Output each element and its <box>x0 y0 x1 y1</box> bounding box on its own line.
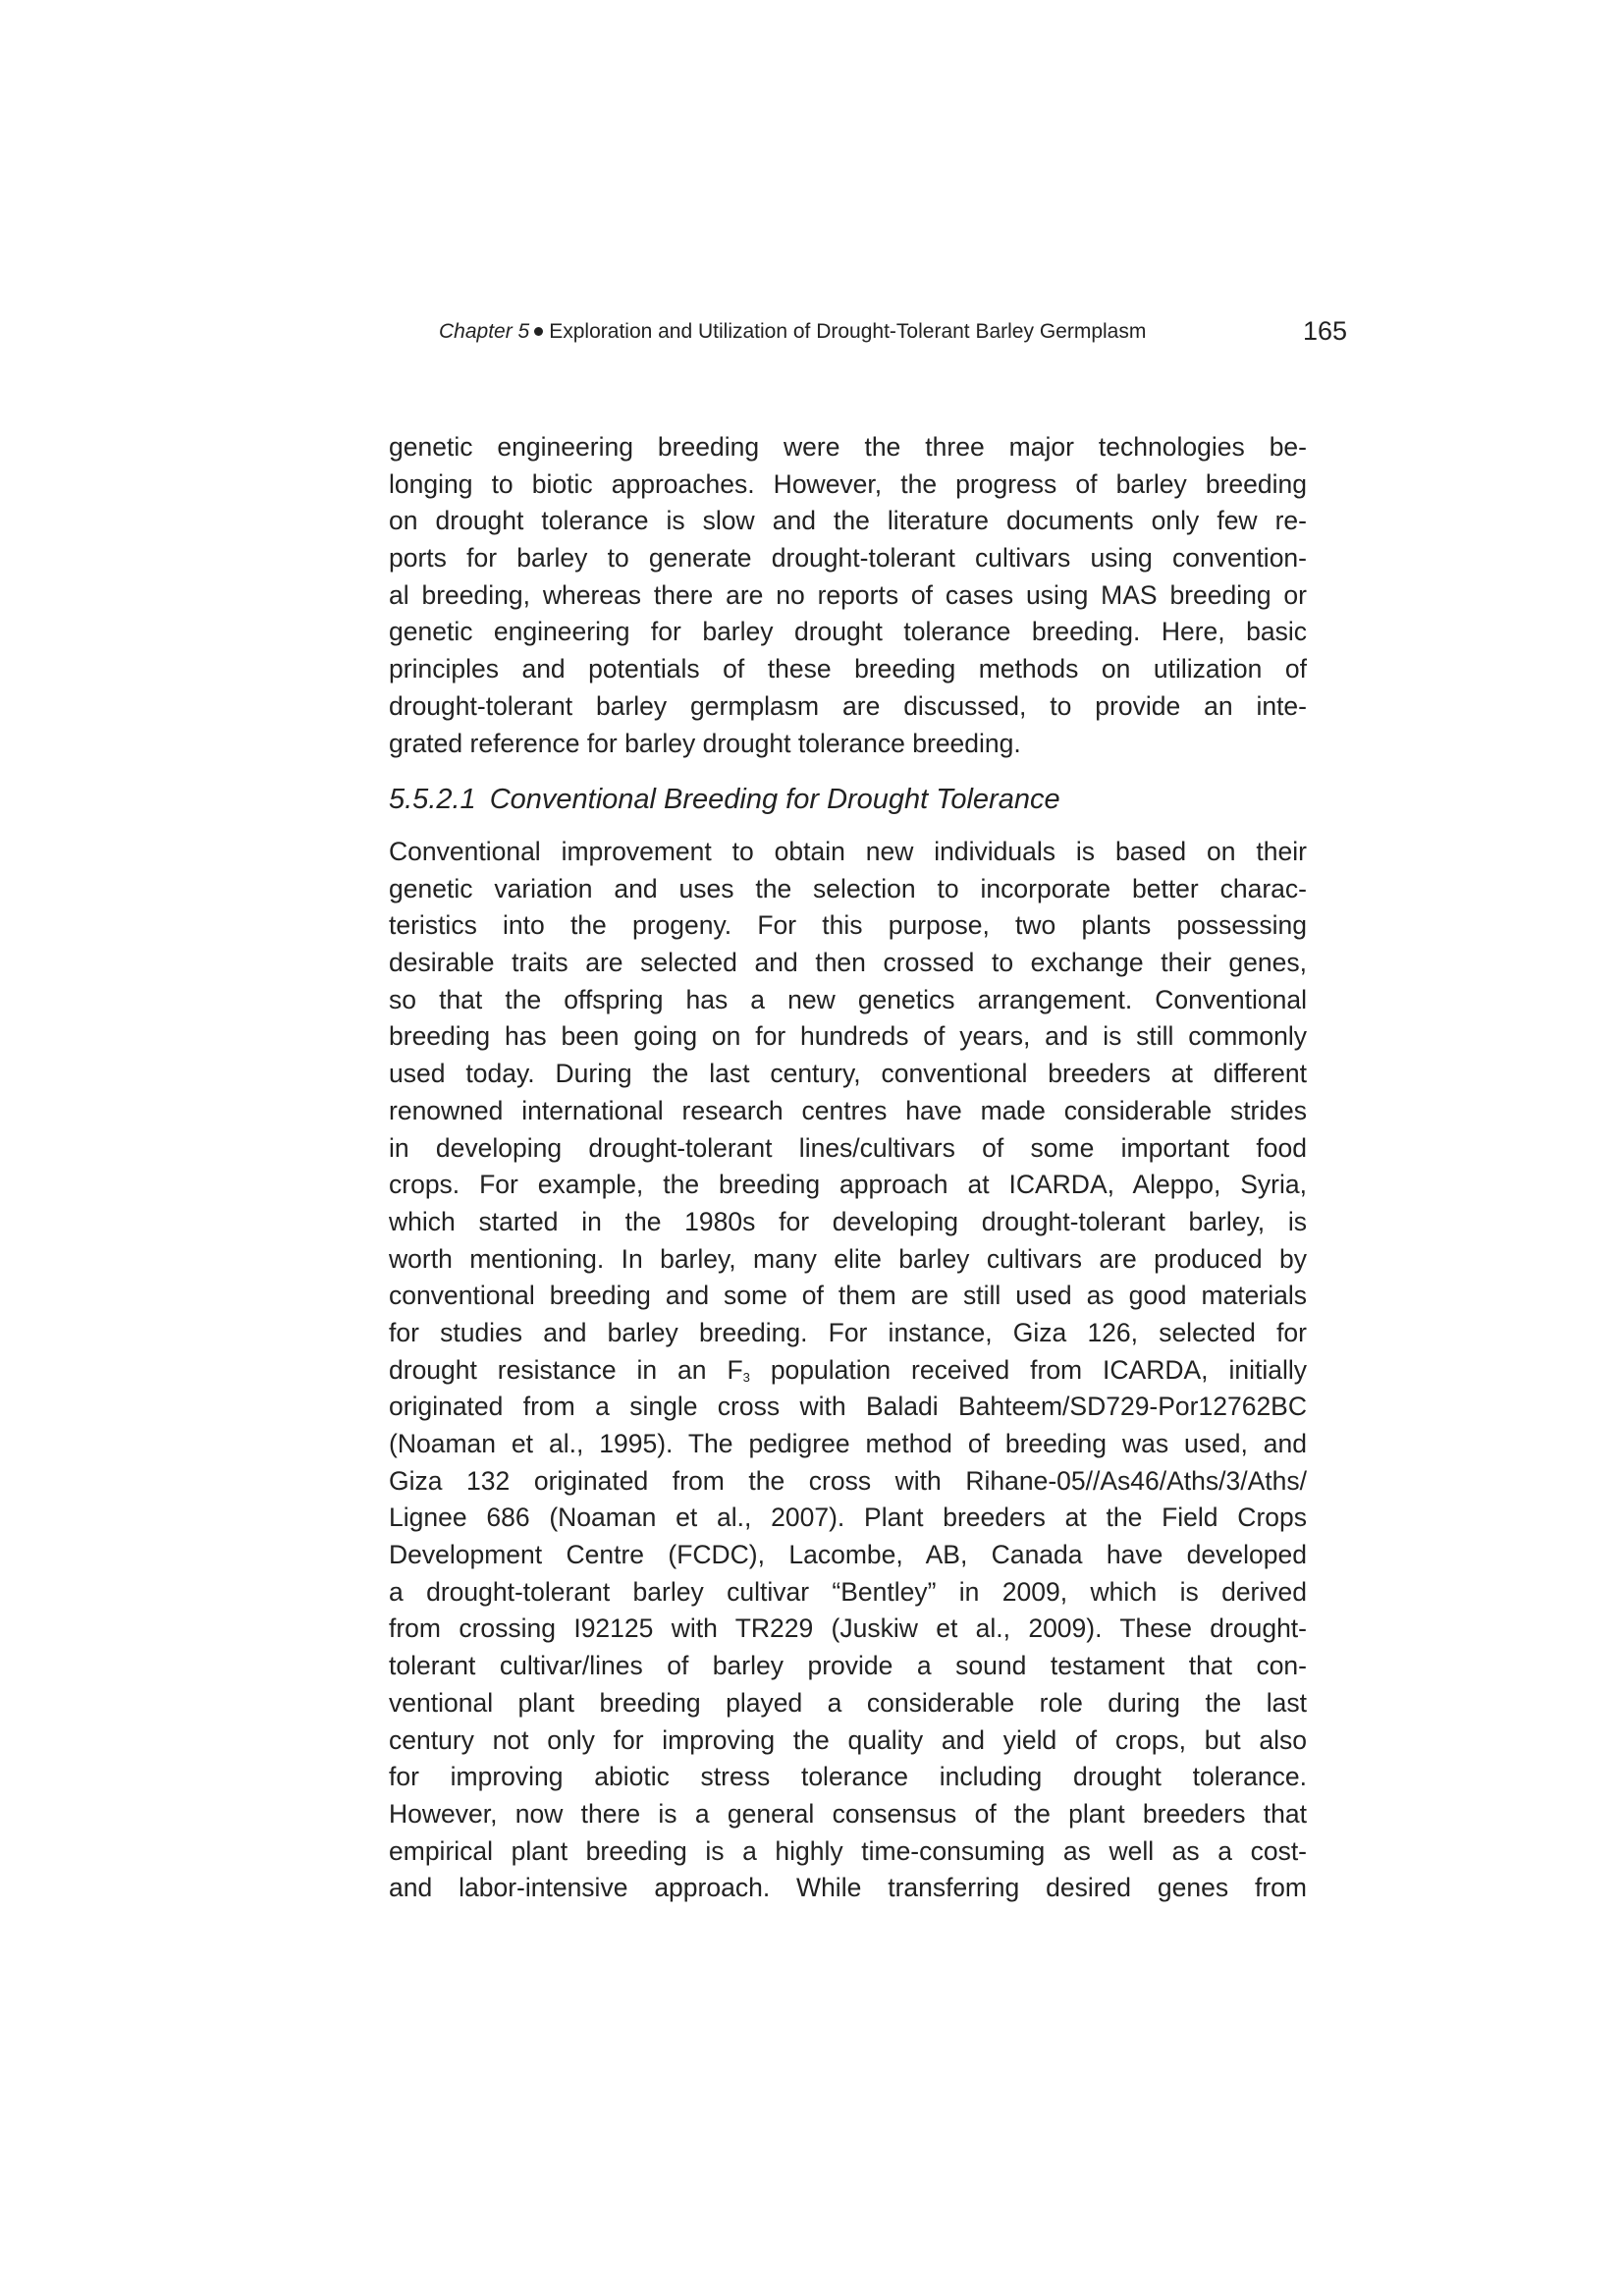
text-line: renowned international research centres have made considerable strides <box>389 1095 1307 1125</box>
text-line: crops. For example, the breeding approach at ICARDA, Aleppo, Syria, <box>389 1170 1307 1200</box>
text-line: breeding has been going on for hundreds of years, and is still commonly <box>389 1021 1307 1052</box>
text-line: Conventional improvement to obtain new individuals is based on their <box>389 837 1307 866</box>
text-line: genetic engineering breeding were the three major technologies be- <box>389 432 1307 462</box>
text-line: on drought tolerance is slow and the literature documents only few re- <box>389 506 1307 536</box>
text-line: which started in the 1980s for developing drought-tolerant barley, is <box>389 1206 1307 1236</box>
chapter-label: Chapter 5 <box>439 320 530 343</box>
text-line: conventional breeding and some of them are still used as good materials <box>389 1281 1307 1311</box>
text-line: genetic variation and uses the selection to incorporate better charac- <box>389 873 1307 903</box>
text-line: principles and potentials of these breeding methods on utilization of <box>389 654 1307 684</box>
text-line: ventional plant breeding played a considerable role during the last <box>389 1687 1307 1718</box>
section-title: Conventional Breeding for Drought Tolerance <box>489 784 1060 815</box>
page-number: 165 <box>1302 316 1347 346</box>
text-line: teristics into the progeny. For this purpose, two plants possessing <box>389 910 1307 941</box>
text-line: empirical plant breeding is a highly time-consuming as well as a cost- <box>389 1835 1307 1866</box>
text-line: a drought-tolerant barley cultivar “Bentley” in 2009, which is derived <box>389 1576 1307 1607</box>
text-line: grated reference for barley drought tolerance breeding. <box>389 728 1021 758</box>
text-line: ports for barley to generate drought-tolerant cultivars using convention- <box>389 543 1307 574</box>
text-line: drought resistance in an $F_3$ population received from ICARDA, initially <box>389 1354 1307 1385</box>
section-heading <box>389 784 1060 816</box>
chapter-title: Exploration and Utilization of Drought-Tolerant Barley Germplasm <box>549 320 1147 343</box>
text-line: desirable traits are selected and then crossed to exchange their genes, <box>389 948 1307 978</box>
text-line: al breeding, whereas there are no reports of cases using MAS breeding or <box>389 579 1307 610</box>
text-line: tolerant cultivar/lines of barley provide a sound testament that con- <box>389 1651 1307 1681</box>
paragraph-conventional-breeding <box>389 834 1307 1907</box>
running-header <box>439 316 1347 352</box>
text-line: Lignee 686 (Noaman et al., 2007). Plant breeders at the Field Crops <box>389 1503 1307 1533</box>
text-line: used today. During the last century, conventional breeders at different <box>389 1059 1307 1089</box>
text-line: from crossing I92125 with TR229 (Juskiw et al., 2009). These drought- <box>389 1613 1307 1644</box>
text-line: in developing drought-tolerant lines/cultivars of some important food <box>389 1132 1307 1163</box>
text-line: drought-tolerant barley germplasm are discussed, to provide an inte- <box>389 690 1307 721</box>
text-line: for studies and barley breeding. For instance, Giza 126, selected for <box>389 1317 1307 1347</box>
text-line: However, now there is a general consensus of the plant breeders that <box>389 1798 1307 1829</box>
text-line: so that the offspring has a new genetics arrangement. Conventional <box>389 984 1307 1014</box>
text-line: worth mentioning. In barley, many elite barley cultivars are produced by <box>389 1243 1307 1274</box>
subscript: 3 <box>742 1369 750 1385</box>
text-line: genetic engineering for barley drought tolerance breeding. Here, basic <box>389 617 1307 647</box>
text-line: longing to biotic approaches. However, the progress of barley breeding <box>389 468 1307 499</box>
text-line: (Noaman et al., 1995). The pedigree method of breeding was used, and <box>389 1429 1307 1458</box>
text-line: century not only for improving the quality and yield of crops, but also <box>389 1724 1307 1755</box>
text-line: originated from a single cross with Baladi Bahteem/SD729-Por12762BC <box>389 1392 1307 1422</box>
section-number: 5.5.2.1 <box>389 784 476 815</box>
text-line: Development Centre (FCDC), Lacombe, AB, Canada have developed <box>389 1540 1307 1570</box>
text-line: and labor-intensive approach. While transferring desired genes from <box>389 1873 1307 1903</box>
text-line: Giza 132 originated from the cross with Rihane-05//As46/Aths/3/Aths/ <box>389 1465 1307 1496</box>
text-line: for improving abiotic stress tolerance including drought tolerance. <box>389 1762 1307 1792</box>
bullet-icon <box>534 327 543 336</box>
paragraph-intro <box>389 429 1307 762</box>
